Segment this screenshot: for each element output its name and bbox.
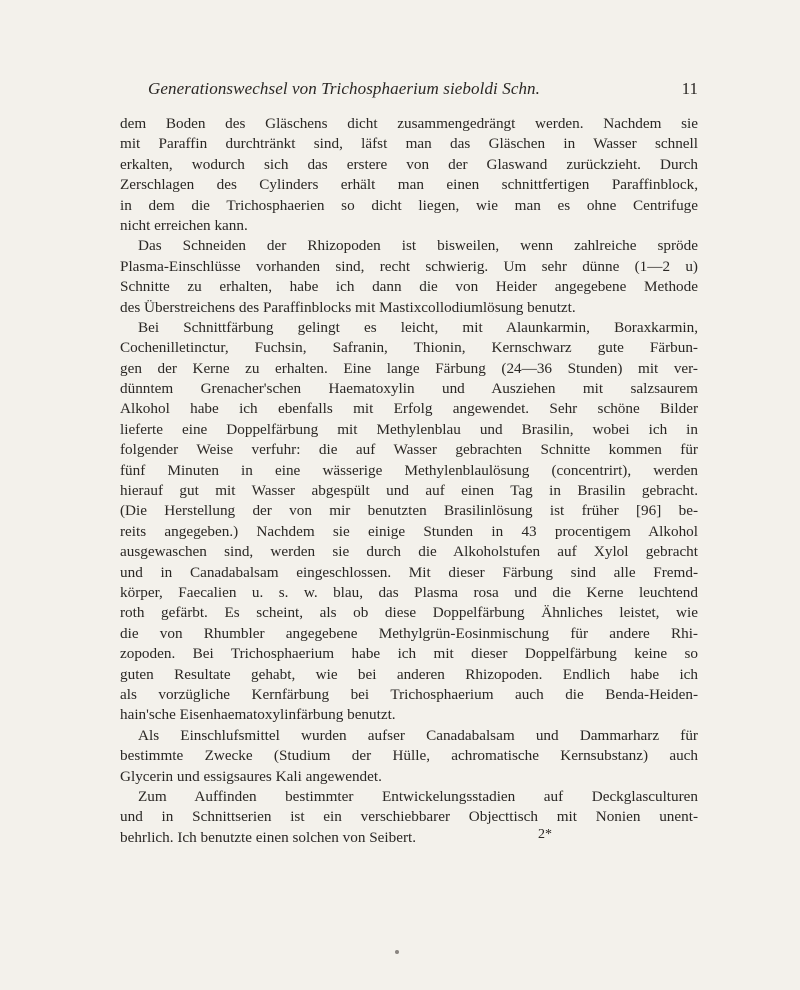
- text-line: bestimmte Zwecke (Studium der Hülle, achromatische Kernsubstanz) auch: [120, 747, 698, 765]
- text-line: hierauf gut mit Wasser abgespült und auf einen Tag in Brasilin gebracht.: [120, 482, 698, 500]
- text-line: körper, Faecalien u. s. w. blau, das Plasma rosa und die Kerne leuchtend: [120, 583, 698, 601]
- text-line: Zerschlagen des Cylinders erhält man einen schnittfertigen Paraffinblock,: [120, 176, 698, 194]
- text-line: gen der Kerne zu erhalten. Eine lange Färbung (24—36 Stunden) mit ver-: [120, 359, 698, 377]
- text-line: nicht erreichen kann.: [120, 216, 248, 234]
- text-line: reits angegeben.) Nachdem sie einige Stunden in 43 procentigem Alkohol: [120, 522, 698, 540]
- text-line: Alkohol habe ich ebenfalls mit Erfolg angewendet. Sehr schöne Bilder: [120, 400, 698, 418]
- text-line: (Die Herstellung der von mir benutzten Brasilinlösung ist früher [96] be-: [120, 502, 698, 520]
- running-title: Generationswechsel von Trichosphaerium sieboldi Schn.: [148, 79, 541, 98]
- text-line: Plasma-Einschlüsse vorhanden sind, recht schwierig. Um sehr dünne (1—2 u): [120, 257, 698, 275]
- text-line: guten Resultate gehabt, wie bei anderen Rhizopoden. Endlich habe ich: [120, 665, 698, 683]
- text-line: Als Einschlufsmittel wurden aufser Canadabalsam und Dammarharz für: [138, 726, 698, 744]
- text-line: fünf Minuten in eine wässerige Methylenblaulösung (concentrirt), werden: [120, 461, 698, 479]
- text-line: Cochenilletinctur, Fuchsin, Safranin, Thionin, Kernschwarz gute Färbun-: [120, 339, 698, 357]
- body-text: [120, 114, 698, 848]
- text-line: Schnitte zu erhalten, habe ich dann die von Heider angegebene Methode: [120, 278, 698, 296]
- text-line: lieferte eine Doppelfärbung mit Methylenblau und Brasilin, wobei ich in: [120, 420, 698, 438]
- text-line: Bei Schnittfärbung gelingt es leicht, mit Alaunkarmin, Boraxkarmin,: [138, 318, 698, 336]
- text-line: zopoden. Bei Trichosphaerium habe ich mit dieser Doppelfärbung keine so: [120, 645, 698, 663]
- text-line: in dem die Trichosphaerien so dicht liegen, wie man es ohne Centrifuge: [120, 196, 698, 214]
- text-line: folgender Weise verfuhr: die auf Wasser gebrachten Schnitte kommen für: [120, 441, 698, 459]
- text-line: Das Schneiden der Rhizopoden ist bisweilen, wenn zahlreiche spröde: [138, 237, 698, 255]
- page-number: 11: [681, 79, 698, 98]
- signature-mark: 2*: [538, 827, 552, 842]
- text-line: und in Schnittserien ist ein verschiebbarer Objecttisch mit Nonien unent-: [120, 808, 698, 826]
- text-line: dünntem Grenacher'schen Haematoxylin und Ausziehen mit salzsaurem: [120, 380, 698, 398]
- text-line: ausgewaschen sind, werden sie durch die Alkoholstufen auf Xylol gebracht: [120, 543, 698, 561]
- text-line: die von Rhumbler angegebene Methylgrün-Eosinmischung für andere Rhi-: [120, 624, 698, 642]
- print-dot: [395, 950, 399, 954]
- text-line: dem Boden des Gläschens dicht zusammengedrängt werden. Nachdem sie: [120, 115, 698, 132]
- text-line: hain'sche Eisenhaematoxylinfärbung benutzt.: [120, 706, 396, 724]
- text-line: behrlich. Ich benutzte einen solchen von Seibert.: [120, 828, 417, 846]
- text-line: erkalten, wodurch sich das erstere von der Glaswand zurückzieht. Durch: [120, 155, 698, 173]
- text-line: Zum Auffinden bestimmter Entwickelungsstadien auf Deckglasculturen: [138, 787, 698, 805]
- text-line: und in Canadabalsam eingeschlossen. Mit dieser Färbung sind alle Fremd-: [120, 563, 698, 581]
- text-line: mit Paraffin durchtränkt sind, läfst man das Gläschen in Wasser schnell: [120, 135, 698, 153]
- text-line: als vorzügliche Kernfärbung bei Trichosphaerium auch die Benda-Heiden-: [120, 685, 698, 703]
- text-line: roth gefärbt. Es scheint, als ob diese Doppelfärbung Ähnliches leistet, wie: [120, 604, 698, 622]
- text-line: des Überstreichens des Paraffinblocks mit Mastixcollodiumlösung benutzt.: [120, 298, 576, 316]
- page-header: [148, 79, 698, 101]
- text-line: Glycerin und essigsaures Kali angewendet.: [120, 767, 382, 785]
